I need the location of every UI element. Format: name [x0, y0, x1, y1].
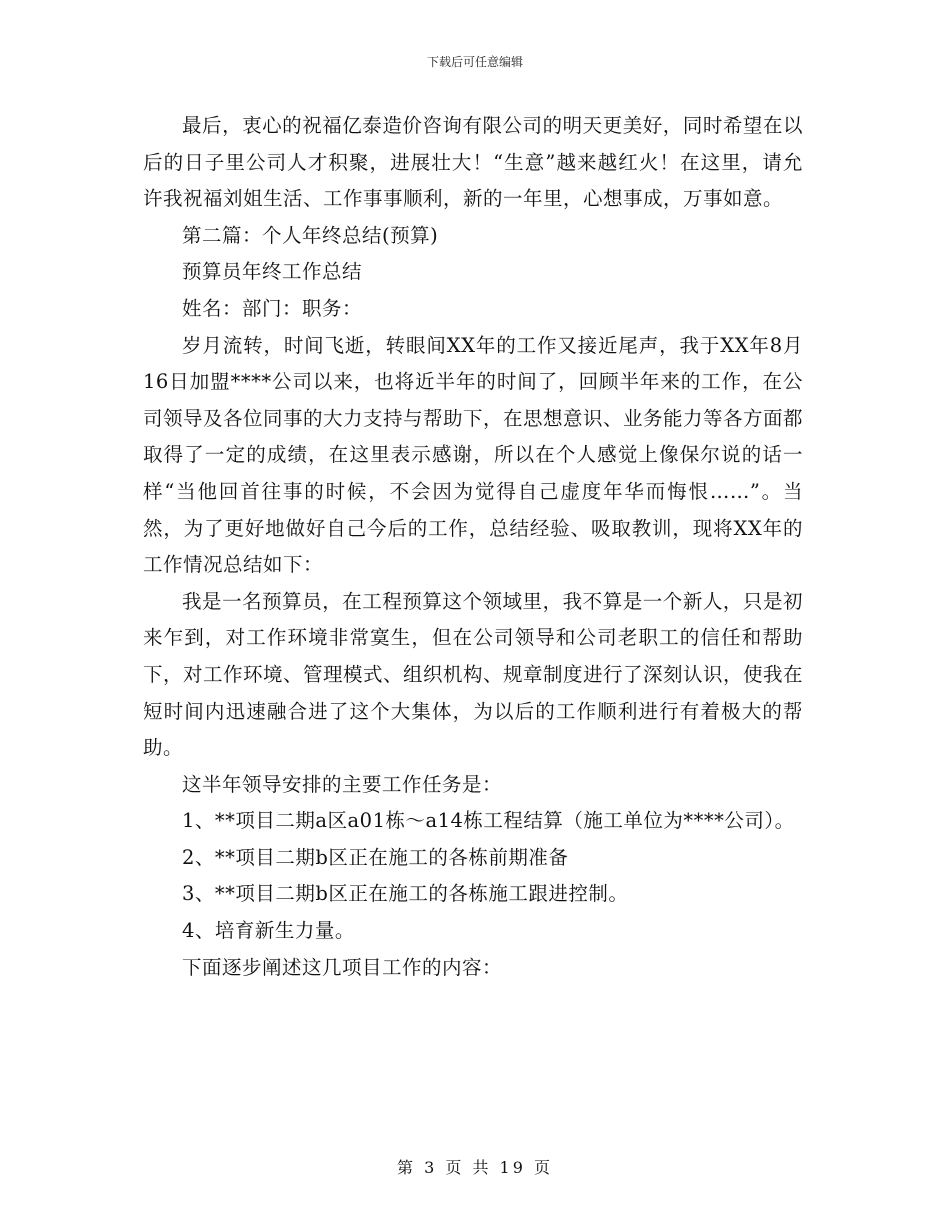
task-item-3: 3、**项目二期b区正在施工的各栋施工跟进控制。 — [182, 882, 629, 906]
page-footer: 第 3 页 共 19 页 — [397, 1158, 553, 1177]
page-header: 下载后可任意编辑 — [426, 55, 523, 69]
task-item-2: 2、**项目二期b区正在施工的各栋前期准备 — [182, 845, 569, 869]
details-intro: 下面逐步阐述这几项目工作的内容： — [182, 955, 503, 979]
document-body — [143, 108, 803, 986]
paragraph-closing-wishes: 最后，衷心的祝福亿泰造价咨询有限公司的明天更美好，同时希望在以后的日子里公司人才积聚，进展壮大！“生意”越来越红火！在这里，请允许我祝福刘姐生活、工作事事顺利，新的一年里，心想事成，万事如意。 — [143, 114, 803, 211]
paragraph-intro: 岁月流转，时间飞逝，转眼间XX年的工作又接近尾声，我于XX年8月16日加盟****公司以来，也将近半年的时间了，回顾半年来的工作，在公司领导及各位同事的大力支持与帮助下，在思想意识、业务能力等各方面都取得了一定的成绩，在这里表示感谢，所以在个人感觉上像保尔说的话一样“当他回首往事的时候，不会因为觉得自己虚度年华而悔恨……”。当然，为了更好地做好自己今后的工作，总结经验、吸取教训，现将XX年的工作情况总结如下： — [143, 333, 804, 577]
tasks-heading: 这半年领导安排的主要工作任务是： — [182, 772, 503, 796]
task-item-4: 4、培育新生力量。 — [182, 919, 355, 943]
task-item-1: 1、**项目二期a区a01栋～a14栋工程结算（施工单位为****公司）。 — [182, 809, 795, 833]
paragraph-self-description: 我是一名预算员，在工程预算这个领域里，我不算是一个新人，只是初来乍到，对工作环境非常寞生，但在公司领导和公司老职工的信任和帮助下，对工作环境、管理模式、组织机构、规章制度进行了深刻认识，使我在短时间内迅速融合进了这个大集体，为以后的工作顺利进行有着极大的帮助。 — [143, 589, 804, 760]
section-heading: 第二篇：个人年终总结(预算) — [182, 223, 439, 247]
document-title: 预算员年终工作总结 — [182, 260, 363, 284]
author-info-line: 姓名：部门：职务： — [182, 296, 363, 320]
